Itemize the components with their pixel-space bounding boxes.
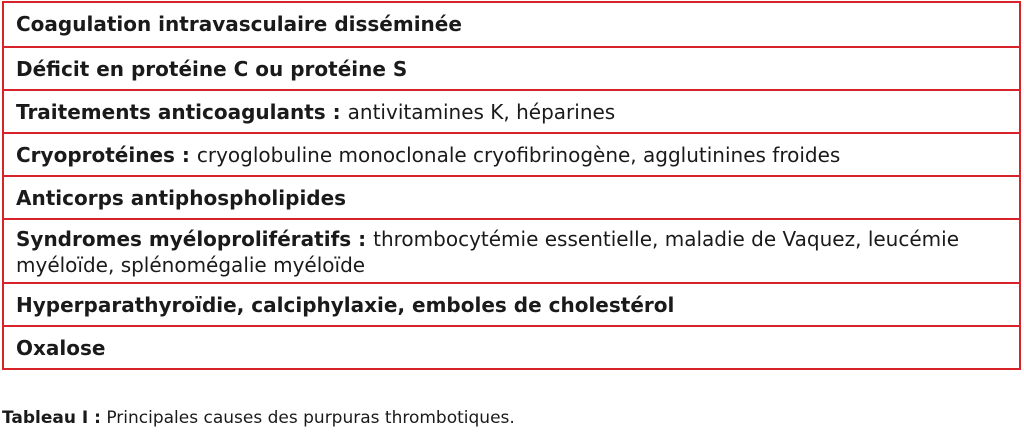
row-separator: : [351, 227, 374, 251]
row-detail: thrombocytémie essentielle, maladie de Vaquez, leucémie myéloïde, splénomégalie myéloïde [16, 227, 959, 277]
row-detail: antivitamines K, héparines [347, 100, 616, 124]
table-row [4, 218, 1019, 282]
row-heading: Anticorps antiphospholipides [16, 186, 347, 210]
table-row [4, 325, 1019, 368]
row-separator: : [174, 143, 197, 167]
table-row [4, 46, 1019, 89]
table-row [4, 132, 1019, 175]
row-heading: Hyperparathyroïdie, calciphylaxie, emboles de cholestérol [16, 293, 675, 317]
caption-text: Principales causes des purpuras thrombotiques. [100, 408, 515, 428]
row-heading: Déficit en protéine C ou protéine S [16, 57, 408, 81]
table-row [4, 282, 1019, 325]
caption-label: Tableau I : [2, 408, 101, 428]
row-heading: Oxalose [16, 336, 106, 360]
table-row [4, 3, 1019, 46]
row-detail: cryoglobuline monoclonale cryofibrinogène, agglutinines froides [196, 143, 841, 167]
causes-table [2, 1, 1021, 370]
table-row [4, 175, 1019, 218]
table-row [4, 89, 1019, 132]
table-caption [2, 407, 515, 429]
row-separator: : [325, 100, 348, 124]
row-heading: Cryoprotéines [16, 143, 175, 167]
row-heading: Syndromes myéloprolifératifs [16, 227, 352, 251]
row-heading: Coagulation intravasculaire disséminée [16, 12, 462, 36]
row-heading: Traitements anticoagulants [16, 100, 326, 124]
